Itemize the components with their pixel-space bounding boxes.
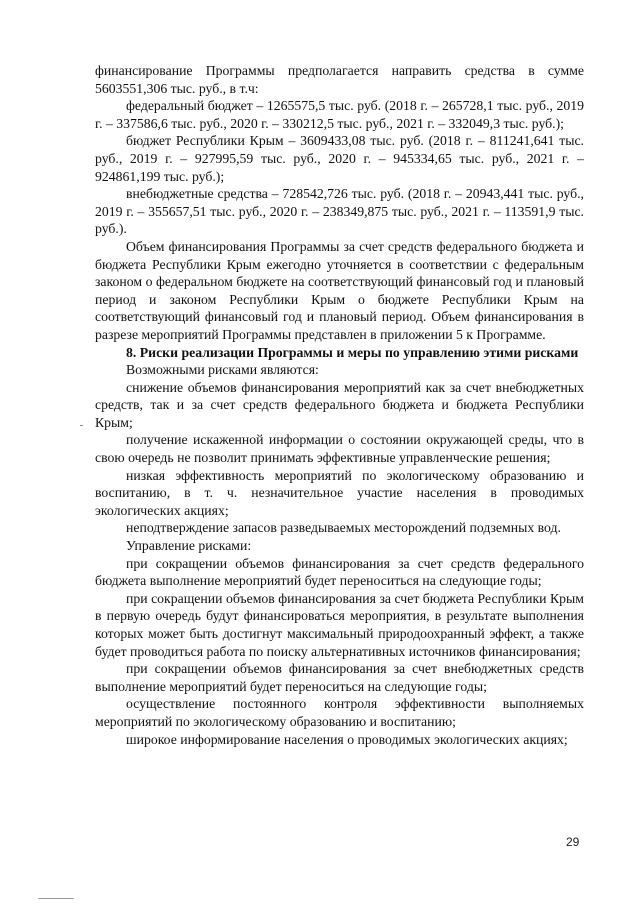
risk-item-distorted-information: получение искаженной информации о состоянии окружающей среды, что в свою очередь не позволит принимать эффективные управленческие решения; [95,432,584,466]
risk-item-funding-reduction: снижение объемов финансирования мероприятий как за счет внебюджетных средств, так и за счет средств федерального бюджета и бюджета Республики Крым; [95,379,584,430]
measure-item-control: осуществление постоянного контроля эффективности выполняемых мероприятий по экологическому образованию и воспитанию; [95,696,584,729]
paragraph-federal-budget: федеральный бюджет – 1265575,5 тыс. руб. (2018 г. – 265728,1 тыс. руб., 2019 г. – 337586,6 тыс. руб., 2020 г. – 330212,5 тыс. руб., 2021 г. – 332049,3 тыс. руб.); [95,98,584,131]
measure-item-federal: при сокращении объемов финансирования за счет средств федерального бюджета выполнение мероприятий будет переноситься на следующие годы; [95,555,584,589]
scan-artifact-rule [38,898,74,899]
measure-item-crimea: при сокращении объемов финансирования за счет бюджета Республики Крым в первую очередь будут финансироваться мероприятия, в результате выполнения которых может быть достигнут максимальный природоохранный эффект, а также будет проводиться работа по поиску альтернативных источников финансирования; [95,590,584,659]
risk-item-groundwater: неподтверждение запасов разведываемых месторождений подземных вод. [126,520,561,536]
scan-artifact-dot [80,425,83,426]
measure-item-informing: широкое информирование населения о проводимых экологических акциях; [126,731,568,747]
paragraph-possible-risks: Возможными рисками являются: [126,362,319,378]
document-body [95,62,584,748]
paragraph-financing-total: финансирование Программы предполагается направить средства в сумме 5603551,306 тыс. руб., в т.ч: [95,63,584,96]
paragraph-crimea-budget: бюджет Республики Крым – 3609433,08 тыс. руб. (2018 г. – 811241,641 тыс. руб., 2019 г. – 927995,59 тыс. руб., 2020 г. – 945334,65 тыс. руб., 2021 г. – 924861,199 тыс. руб.); [95,133,584,184]
paragraph-extrabudgetary-funds: внебюджетные средства – 728542,726 тыс. руб. (2018 г. – 20943,441 тыс. руб., 2019 г. – 355657,51 тыс. руб., 2020 г. – 238349,875 тыс. руб., 2021 г. – 113591,9 тыс. руб.). [95,186,584,237]
paragraph-risk-management: Управление рисками: [126,538,252,554]
paragraph-financing-clarification: Объем финансирования Программы за счет средств федерального бюджета и бюджета Республики Крым ежегодно уточняется в соответствии с федеральным законом о федеральном бюджете на соответствующий финансовый год и плановый период и законом Республики Крым о бюджете Республики Крым на соответствующий финансовый год и плановый период. Объем финансирования в разрезе мероприятий Программы представлен в приложении 5 к Программе. [95,238,584,342]
section-heading-risks: 8. Риски реализации Программы и меры по управлению этими рисками [126,344,579,360]
page-number: 29 [566,835,580,849]
risk-item-low-efficiency: низкая эффективность мероприятий по экологическому образованию и воспитанию, в т. ч. незначительное участие населения в проводимых экологических акциях; [95,467,584,518]
measure-item-extrabudgetary: при сокращении объемов финансирования за счет внебюджетных средств выполнение мероприятий будет переноситься на следующие годы; [95,661,584,694]
